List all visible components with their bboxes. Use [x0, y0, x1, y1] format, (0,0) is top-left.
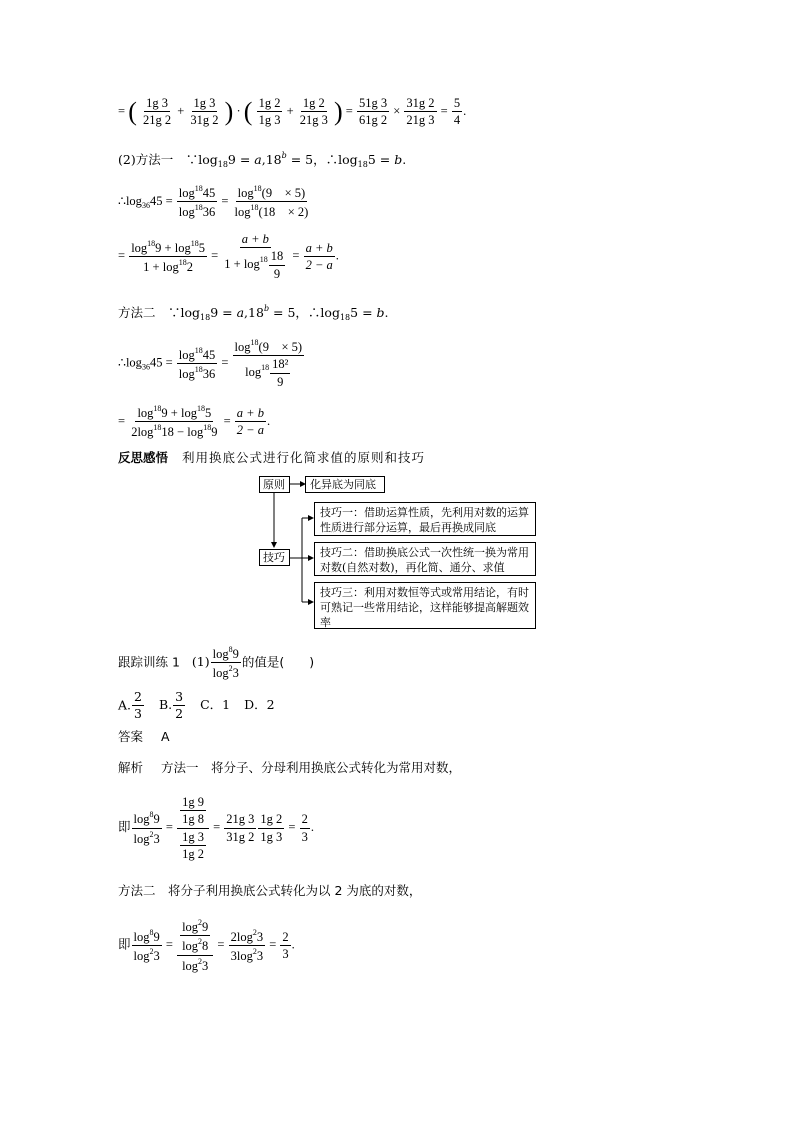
fraction: $\frac{1g 3}{31g 2}$ — [190, 96, 219, 128]
dot-operator: · — [236, 103, 241, 118]
method-two-step-1: $\therefore\log_{36}45$ = $\frac{\log^{18}45}{\log^{18}36}$ = $\log^{18}(9$ × 5) $\log^{18}$ $\frac{\text{18²}}{9}$ — [118, 338, 303, 389]
fraction: $\frac{31g 2}{21g 3}$ — [406, 96, 435, 128]
left-paren: ( — [128, 96, 137, 126]
method-two-step-2: = $\frac{\log^{18}9 + \log^{18}5}{2\log^{18}18 - \log^{18}9}$ = $\frac{a + b}{2 - a}$ . — [118, 404, 271, 440]
principle-box: 原则 — [259, 476, 290, 493]
option-c: C．1 — [200, 697, 231, 713]
right-paren: ) — [334, 96, 343, 126]
principle-text-box: 化异底为同底 — [305, 476, 385, 493]
compound-fraction: $\frac{\frac{\log^29}{\log^28}}{\log^23}$ — [177, 918, 213, 973]
fraction: $\frac{\log^{18}(9 \times 5)}{\log^{18}(18 \times 2)}$ — [234, 184, 309, 220]
fraction: $\frac{\log^{18}9 + \log^{18}5}{2\log^{18}18 - \log^{18}9}$ — [131, 404, 218, 440]
analysis-label: 解析 — [118, 760, 144, 775]
fraction: $\frac{\log^{18}9 + \log^{18}5}{1 + \log^{18}2}$ — [131, 238, 205, 275]
method-one-header: (2)方法一 $\because\log_{18}9 = a,18^b = 5$，$\therefore\log_{18}5 = b$. — [118, 151, 407, 169]
method-two-header: 方法二 $\because\log_{18}9 = a,18^b = 5$，$\therefore\log_{18}5 = b$. — [118, 304, 389, 322]
method-one-step-2: = $\frac{\log^{18}9 + \log^{18}5}{1 + \log^{18}2}$ = a + b $1 + \log^{18}$ $\frac{18}{9}$ = $\frac{a + b}{2 - a}$ . — [118, 232, 339, 281]
skill-box: 技巧 — [259, 549, 290, 566]
left-paren: ( — [243, 96, 253, 126]
skill-three-box: 技巧三：利用对数恒等式或常用结论，有时可熟记一些常用结论，这样能够提高解题效率 — [314, 582, 536, 629]
fraction: $\frac{\log^{18}45}{\log^{18}36}$ — [178, 184, 216, 220]
fraction: $\frac{1g 2}{1g 3}$ — [258, 96, 281, 128]
reflection-title: 利用换底公式进行化简求值的原则和技巧 — [182, 450, 426, 465]
equals-sign: = — [118, 103, 126, 118]
answer-value: A — [161, 729, 170, 744]
fraction: $\frac{1g 2}{21g 3}$ — [299, 96, 328, 128]
option-b: B. — [158, 697, 173, 713]
analysis-line — [118, 762, 461, 775]
option-d: D．2 — [244, 697, 275, 713]
fraction: $\frac{\log^89}{\log^23}$ — [212, 645, 239, 681]
method-one-step-1: $\therefore\log_{36}45$ = $\frac{\log^{18}45}{\log^{18}36}$ = $\frac{\log^{18}(9 \times 5)}{\log^{18}(18 \times 2)}$ — [118, 184, 309, 220]
times-sign: × — [393, 103, 401, 118]
fraction: a + b $1 + \log^{18}$ $\frac{18}{9}$ — [224, 232, 284, 281]
analysis-method-two: 方法二 将分子利用换底公式转化为以 2 为底的对数， — [118, 883, 422, 898]
right-paren: ) — [224, 96, 234, 126]
fraction: $\frac{\log^{18}45}{\log^{18}36}$ — [178, 345, 216, 382]
fraction: $\frac{1g 3}{21g 2}$ — [142, 96, 172, 128]
answer-line — [118, 731, 170, 744]
compound-fraction: $\frac{\frac{1g 9}{1g 8}}{\frac{1g 3}{1g 2}}$ — [177, 795, 209, 862]
solution-one: 即 $\frac{\log^89}{\log^23}$ = $\frac{\frac{1g 9}{1g 8}}{\frac{1g 3}{1g 2}}$ = $\frac{21g 3}{31g 2}$ $\frac{1g 2}{1g 3}$ = $\frac{2}{3}$ . — [118, 795, 314, 862]
equation-line-1: = ( $\frac{1g 3}{21g 2}$ + $\frac{1g 3}{31g 2}$ ) · ( $\frac{1g 2}{1g 3}$ + $\frac{1g 2}{21g 3}$ ) = $\frac{51g 3}{61g 2}$ × $\frac{31g 2}{21g 3}$ = $\frac{5}{4}$ . — [118, 96, 467, 128]
plus-sign: + — [177, 103, 185, 118]
fraction: $\frac{a + b}{2 - a}$ — [236, 406, 264, 438]
answer-label: 答案 — [118, 729, 144, 744]
solution-two: 即 $\frac{\log^89}{\log^23}$ = $\frac{\frac{\log^29}{\log^28}}{\log^23}$ = $\frac{2\log^23}{3\log^23}$ = $\frac{2}{3}$ . — [118, 918, 295, 973]
reflection-label: 反思感悟 — [118, 450, 169, 465]
fraction: $\frac{5}{4}$ — [453, 96, 461, 128]
fraction: $\frac{51g 3}{61g 2}$ — [358, 96, 388, 128]
skill-two-box: 技巧二：借助换底公式一次性统一换为常用对数(自然对数)，再化简、通分、求值 — [314, 542, 536, 576]
option-a: A. — [118, 697, 132, 713]
options-line: A. $\frac{2}{3}$ B. $\frac{3}{2}$ C．1 D．2 — [118, 689, 275, 722]
exercise-line: 跟踪训练 1 (1) $\frac{\log^89}{\log^23}$ 的值是( ) — [118, 645, 315, 681]
exercise-label: 跟踪训练 1 — [118, 654, 180, 670]
analysis-method-one: 方法一 将分子、分母利用换底公式转化为常用对数， — [161, 760, 462, 775]
fraction: $\log^{18}(9$ × 5) $\log^{18}$ $\frac{\text{18²}}{9}$ — [234, 338, 303, 389]
fraction: $\frac{a + b}{2 - a}$ — [305, 240, 333, 273]
skill-one-box: 技巧一：借助运算性质，先利用对数的运算性质进行部分运算，最后再换成同底 — [314, 502, 536, 536]
